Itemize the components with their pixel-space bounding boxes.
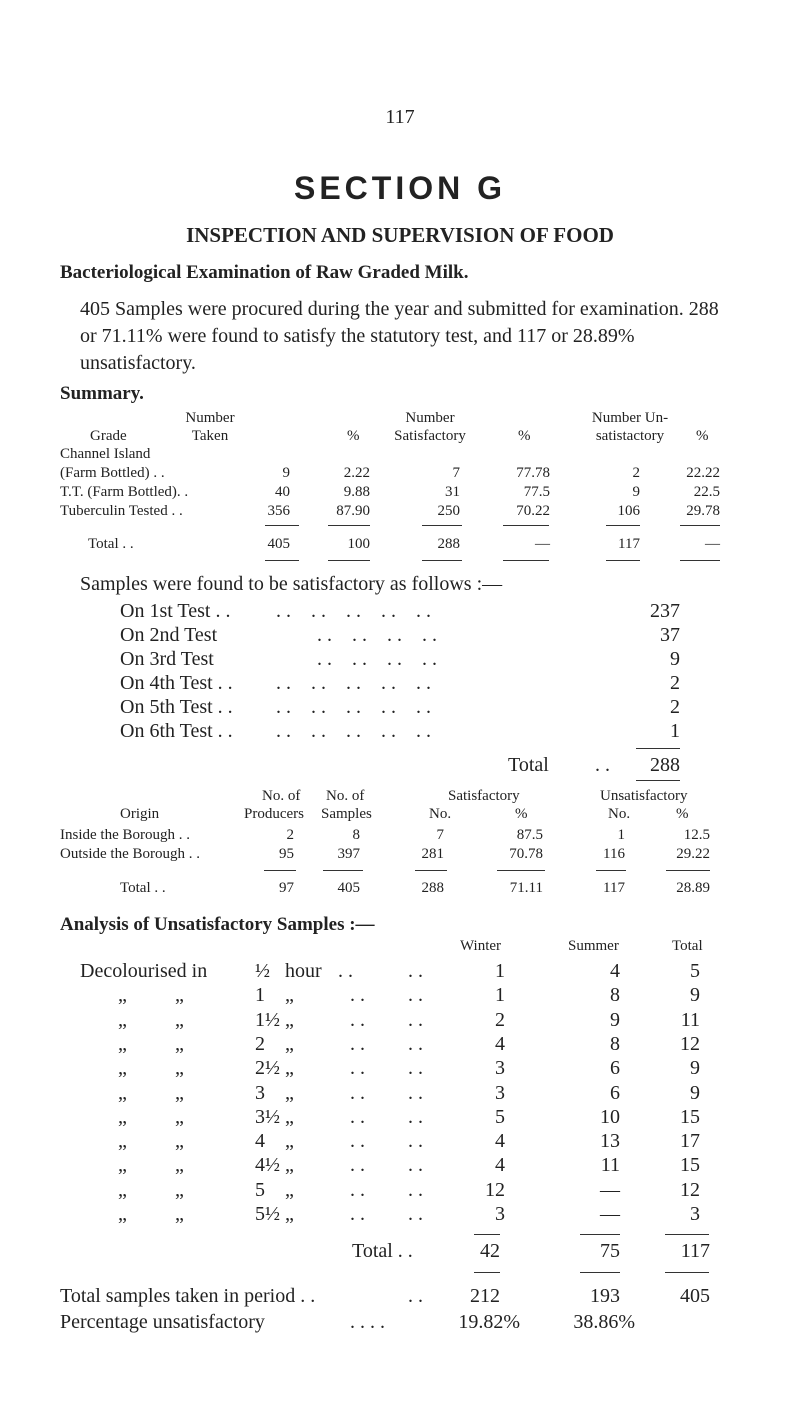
analysis-decolourised-label: „ [118, 1130, 127, 1152]
origin-header-satisfactory: Satisfactory [448, 788, 520, 804]
tests-total-label: Total [508, 754, 549, 776]
summary-header-pct3: % [696, 428, 709, 444]
analysis-rule [580, 1234, 620, 1235]
summary-rule [328, 560, 370, 561]
analysis-total: 5 [690, 960, 700, 982]
analysis-winter: 1 [495, 960, 505, 982]
analysis-leader-dots-2: . . [408, 1057, 423, 1079]
origin-total-unsat-pct: 28.89 [676, 880, 710, 896]
summary-satisfactory: 31 [445, 484, 460, 500]
origin-unsat-no: 116 [603, 846, 625, 862]
analysis-header-summer: Summer [568, 938, 619, 954]
analysis-winter: 3 [495, 1082, 505, 1104]
summary-taken: 356 [267, 503, 290, 519]
summary-pct-sat: 77.78 [516, 465, 550, 481]
test-label: On 3rd Test [120, 648, 214, 670]
analysis-summer: 6 [610, 1057, 620, 1079]
test-value: 237 [650, 600, 680, 622]
analysis-total: 15 [680, 1154, 700, 1176]
analysis-ditto-mark: „ [175, 1154, 184, 1176]
test-leader-dots: . . . . . . . . . . [276, 672, 431, 694]
test-leader-dots: . . . . . . . . . . [276, 600, 431, 622]
analysis-ditto-mark: „ [175, 1106, 184, 1128]
summary-heading: Summary. [60, 383, 144, 404]
intro-paragraph: 405 Samples were procured during the year and submitted for examination. 288 or 71.11% were found to satisfy the statutory test, and 117 or 28.89% unsatisfactory. [80, 298, 719, 374]
origin-unsat-no: 1 [617, 827, 625, 843]
test-label: On 2nd Test [120, 624, 218, 646]
analysis-unit: „ [285, 984, 294, 1006]
pct-unsat-dots: . . . . [350, 1311, 385, 1333]
origin-producers: 2 [286, 827, 294, 843]
analysis-decolourised-label: „ [118, 1203, 127, 1225]
analysis-summer: 13 [600, 1130, 620, 1152]
summary-rule [680, 525, 720, 526]
summary-header-taken-1: Number [185, 410, 235, 426]
analysis-time: 3 [255, 1082, 265, 1104]
tests-rule [636, 780, 680, 781]
analysis-leader-dots: . . [350, 1057, 365, 1079]
summary-rule [265, 525, 299, 526]
origin-rule [596, 870, 626, 871]
origin-header-unsat-no: No. [608, 806, 631, 822]
summary-total-taken: 405 [267, 536, 290, 552]
origin-header-samples-1: No. of [326, 788, 365, 804]
origin-producers: 95 [279, 846, 294, 862]
summary-rule [606, 560, 640, 561]
analysis-unit: „ [285, 1009, 294, 1031]
origin-unsat-pct: 12.5 [683, 827, 710, 843]
summary-header-pct2: % [518, 428, 531, 444]
summary-taken: 40 [275, 484, 290, 500]
analysis-winter: 12 [485, 1179, 505, 1201]
origin-total-samples: 405 [337, 880, 360, 896]
test-leader-dots: . . . . . . . . . . [276, 720, 431, 742]
analysis-unit: „ [285, 1057, 294, 1079]
analysis-rule [665, 1272, 709, 1273]
analysis-decolourised-label: „ [118, 1033, 127, 1055]
analysis-winter: 2 [495, 1009, 505, 1031]
analysis-rule [474, 1272, 500, 1273]
summary-pct-taken: 2.22 [343, 465, 370, 481]
summary-pct-unsat: 22.22 [686, 465, 720, 481]
summary-header-unsat-2: satistactory [595, 428, 665, 444]
summary-rule [328, 525, 370, 526]
analysis-total: 9 [690, 1082, 700, 1104]
origin-header-origin: Origin [120, 806, 160, 822]
test-label: On 4th Test . . [120, 672, 233, 694]
analysis-leader-dots: . . [350, 1203, 365, 1225]
summary-grade: Tuberculin Tested . . [60, 503, 183, 519]
analysis-header-total: Total [672, 938, 703, 954]
analysis-unit: hour [285, 960, 322, 982]
analysis-leader-dots: . . [350, 984, 365, 1006]
summary-rule [422, 525, 462, 526]
milk-heading: Bacteriological Examination of Raw Graded Milk. [60, 262, 469, 283]
analysis-ditto-mark: „ [175, 1082, 184, 1104]
summary-rule [606, 525, 640, 526]
analysis-total: 9 [690, 984, 700, 1006]
analysis-summer: — [600, 1179, 620, 1201]
analysis-summer: 4 [610, 960, 620, 982]
summary-rule [503, 525, 549, 526]
analysis-time: 1 [255, 984, 265, 1006]
analysis-total-label: Total . . [352, 1240, 413, 1262]
origin-header-samples-2: Samples [321, 806, 372, 822]
origin-header-sat-no: No. [429, 806, 452, 822]
analysis-decolourised-label: „ [118, 1106, 127, 1128]
summary-pct-unsat: 29.78 [686, 503, 720, 519]
summary-taken: 9 [282, 465, 290, 481]
analysis-winter: 3 [495, 1203, 505, 1225]
analysis-summer: 6 [610, 1082, 620, 1104]
summary-header-pct1: % [347, 428, 360, 444]
origin-samples: 8 [352, 827, 360, 843]
analysis-total: 9 [690, 1057, 700, 1079]
analysis-leader-dots-2: . . [408, 960, 423, 982]
test-value: 1 [670, 720, 680, 742]
analysis-ditto-mark: „ [175, 1033, 184, 1055]
analysis-unit: „ [285, 1033, 294, 1055]
origin-header-producers-1: No. of [262, 788, 301, 804]
analysis-ditto-mark: „ [175, 1203, 184, 1225]
analysis-time: 2½ [255, 1057, 280, 1079]
origin-samples: 397 [337, 846, 360, 862]
section-title: SECTION G [293, 170, 506, 206]
test-leader-dots: . . . . . . . . . . [276, 696, 431, 718]
analysis-ditto-mark: „ [175, 1057, 184, 1079]
analysis-unit: „ [285, 1106, 294, 1128]
analysis-ditto-mark: „ [175, 1009, 184, 1031]
summary-rule [265, 560, 299, 561]
test-label: On 1st Test . . [120, 600, 231, 622]
origin-total-sat-pct: 71.11 [509, 880, 543, 896]
analysis-leader-dots: . . [350, 1033, 365, 1055]
summary-rule [680, 560, 720, 561]
summary-header-taken-2: Taken [191, 428, 229, 444]
summary-total-satisfactory: 288 [437, 536, 460, 552]
origin-header-unsat-pct: % [676, 806, 689, 822]
analysis-header-winter: Winter [460, 938, 502, 954]
analysis-rule [474, 1234, 500, 1235]
summary-grade-line1: Channel Island [60, 446, 151, 462]
origin-sat-no: 7 [436, 827, 444, 843]
analysis-leader-dots-2: . . [408, 1154, 423, 1176]
origin-header-producers-2: Producers [244, 806, 304, 822]
pct-unsat-summer: 38.86% [573, 1311, 635, 1333]
analysis-leader-dots: . . [350, 1106, 365, 1128]
summary-total-pct-taken: 100 [347, 536, 370, 552]
analysis-decolourised-label: „ [118, 1179, 127, 1201]
summary-pct-sat: 77.5 [523, 484, 550, 500]
analysis-time: 5½ [255, 1203, 280, 1225]
summary-header-unsat-1: Number Un- [591, 410, 669, 426]
analysis-leader-dots-2: . . [408, 1082, 423, 1104]
summary-total-pct-unsat: — [705, 536, 720, 552]
analysis-total-winter: 42 [480, 1240, 500, 1262]
analysis-leader-dots-2: . . [408, 984, 423, 1006]
samples-taken-summer: 193 [590, 1285, 620, 1307]
summary-header-grade: Grade [90, 428, 127, 444]
summary-pct-taken: 87.90 [336, 503, 370, 519]
summary-total-unsatisfactory: 117 [618, 536, 640, 552]
analysis-unit: „ [285, 1203, 294, 1225]
analysis-time: 2 [255, 1033, 265, 1055]
pct-unsat-winter: 19.82% [458, 1311, 520, 1333]
analysis-leader-dots: . . [350, 1082, 365, 1104]
origin-header-unsatisfactory: Unsatisfactory [600, 788, 688, 804]
summary-header-sat-1: Number [405, 410, 455, 426]
analysis-leader-dots: . . [350, 1179, 365, 1201]
samples-taken-total: 405 [680, 1285, 710, 1307]
test-label: On 5th Test . . [120, 696, 233, 718]
origin-unsat-pct: 29.22 [676, 846, 710, 862]
analysis-summer: 10 [600, 1106, 620, 1128]
summary-total-label: Total . . [88, 536, 134, 552]
analysis-decolourised-label: „ [118, 1082, 127, 1104]
analysis-time: ½ [255, 960, 270, 982]
analysis-unit: „ [285, 1130, 294, 1152]
analysis-time: 4 [255, 1130, 265, 1152]
analysis-decolourised-label: „ [118, 1009, 127, 1031]
analysis-leader-dots: . . [338, 960, 353, 982]
summary-rule [503, 560, 549, 561]
analysis-unit: „ [285, 1179, 294, 1201]
summary-header-sat-2: Satisfactory [394, 428, 466, 444]
analysis-unit: „ [285, 1154, 294, 1176]
analysis-summer: 8 [610, 984, 620, 1006]
section-subtitle: INSPECTION AND SUPERVISION OF FOOD [186, 223, 614, 247]
analysis-leader-dots-2: . . [408, 1179, 423, 1201]
origin-sat-pct: 70.78 [509, 846, 543, 862]
analysis-leader-dots: . . [350, 1154, 365, 1176]
analysis-ditto-mark: „ [175, 984, 184, 1006]
origin-rule [415, 870, 447, 871]
analysis-total: 11 [680, 1009, 700, 1031]
analysis-time: 3½ [255, 1106, 280, 1128]
analysis-summer: 9 [610, 1009, 620, 1031]
page-number: 117 [385, 106, 415, 128]
summary-grade: T.T. (Farm Bottled). . [60, 484, 189, 500]
pct-unsat-label: Percentage unsatisfactory [60, 1311, 265, 1333]
analysis-total-summer: 75 [600, 1240, 620, 1262]
summary-unsatisfactory: 106 [617, 503, 640, 519]
analysis-summer: 8 [610, 1033, 620, 1055]
analysis-winter: 1 [495, 984, 505, 1006]
analysis-total: 12 [680, 1033, 700, 1055]
origin-rule [666, 870, 710, 871]
analysis-decolourised-label: Decolourised in [80, 960, 208, 982]
samples-taken-winter: 212 [470, 1285, 500, 1307]
test-leader-dots: . . . . . . . . [317, 648, 437, 670]
analysis-total: 12 [680, 1179, 700, 1201]
tests-rule [636, 748, 680, 749]
origin-rule [264, 870, 296, 871]
origin-total-sat-no: 288 [421, 880, 444, 896]
summary-satisfactory: 250 [437, 503, 460, 519]
test-leader-dots: . . . . . . . . [317, 624, 437, 646]
test-value: 2 [670, 696, 680, 718]
analysis-decolourised-label: „ [118, 1154, 127, 1176]
origin-total-label: Total . . [120, 880, 166, 896]
analysis-time: 5 [255, 1179, 265, 1201]
analysis-winter: 3 [495, 1057, 505, 1079]
analysis-ditto-mark: „ [175, 1179, 184, 1201]
summary-pct-unsat: 22.5 [693, 484, 720, 500]
analysis-leader-dots-2: . . [408, 1130, 423, 1152]
test-value: 37 [660, 624, 680, 646]
origin-total-unsat-no: 117 [603, 880, 625, 896]
analysis-summer: — [600, 1203, 620, 1225]
analysis-winter: 4 [495, 1033, 505, 1055]
analysis-winter: 5 [495, 1106, 505, 1128]
test-value: 2 [670, 672, 680, 694]
origin-rule [323, 870, 363, 871]
analysis-leader-dots-2: . . [408, 1106, 423, 1128]
analysis-rule [665, 1234, 709, 1235]
test-label: On 6th Test . . [120, 720, 233, 742]
summary-unsatisfactory: 9 [632, 484, 640, 500]
analysis-winter: 4 [495, 1154, 505, 1176]
origin-rule [497, 870, 545, 871]
summary-grade: (Farm Bottled) . . [60, 465, 165, 481]
analysis-leader-dots: . . [350, 1009, 365, 1031]
origin-sat-pct: 87.5 [516, 827, 543, 843]
analysis-ditto-mark: „ [175, 1130, 184, 1152]
analysis-time: 1½ [255, 1009, 280, 1031]
analysis-heading: Analysis of Unsatisfactory Samples :— [60, 914, 375, 935]
summary-total-pct-sat: — [535, 536, 550, 552]
analysis-leader-dots-2: . . [408, 1203, 423, 1225]
tests-intro: Samples were found to be satisfactory as follows :— [80, 573, 503, 595]
analysis-decolourised-label: „ [118, 1057, 127, 1079]
analysis-leader-dots: . . [350, 1130, 365, 1152]
origin-header-sat-pct: % [515, 806, 528, 822]
samples-taken-dots: . . [408, 1285, 423, 1307]
analysis-decolourised-label: „ [118, 984, 127, 1006]
samples-taken-label: Total samples taken in period . . [60, 1285, 316, 1307]
origin-name: Inside the Borough . . [60, 827, 190, 843]
tests-total-dots: . . [595, 754, 610, 776]
analysis-total: 3 [690, 1203, 700, 1225]
summary-pct-sat: 70.22 [516, 503, 550, 519]
analysis-total: 17 [680, 1130, 700, 1152]
analysis-rule [580, 1272, 620, 1273]
analysis-leader-dots-2: . . [408, 1033, 423, 1055]
summary-unsatisfactory: 2 [632, 465, 640, 481]
origin-name: Outside the Borough . . [60, 846, 200, 862]
analysis-total-total: 117 [680, 1240, 710, 1262]
origin-total-producers: 97 [279, 880, 294, 896]
summary-satisfactory: 7 [452, 465, 460, 481]
analysis-total: 15 [680, 1106, 700, 1128]
analysis-winter: 4 [495, 1130, 505, 1152]
analysis-leader-dots-2: . . [408, 1009, 423, 1031]
test-value: 9 [670, 648, 680, 670]
analysis-time: 4½ [255, 1154, 280, 1176]
tests-total-value: 288 [650, 754, 680, 776]
summary-rule [422, 560, 462, 561]
analysis-unit: „ [285, 1082, 294, 1104]
summary-pct-taken: 9.88 [343, 484, 370, 500]
origin-sat-no: 281 [421, 846, 444, 862]
analysis-summer: 11 [600, 1154, 620, 1176]
